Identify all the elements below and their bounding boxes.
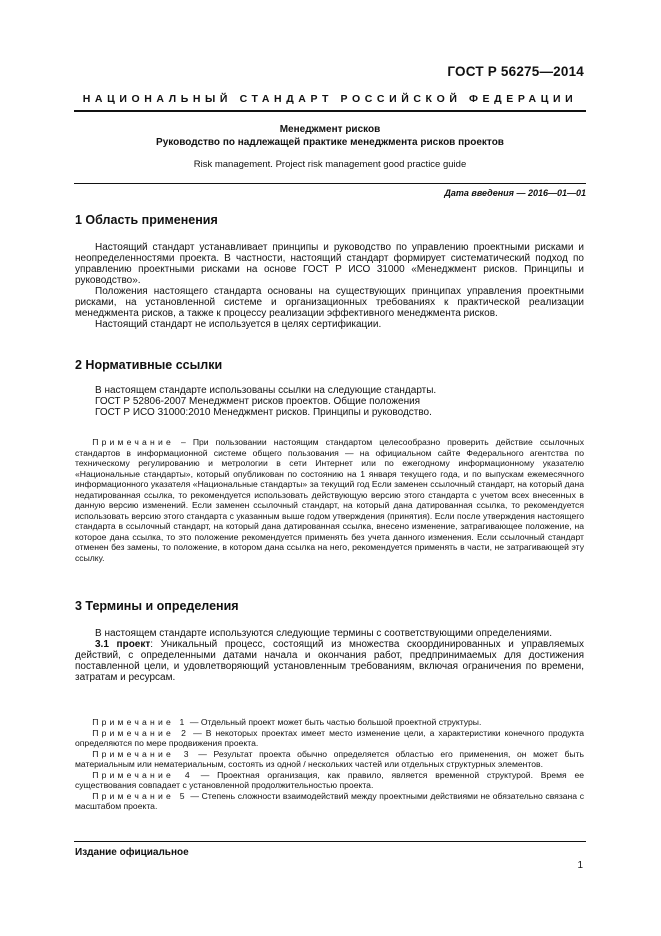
document-title-english: Risk management. Project risk management good practice guide bbox=[193, 159, 467, 170]
section-1-paragraph-2: Положения настоящего стандарта основаны на существующих принципах управления проектными рисками, на установленной системе и организационных требованиях к практической реализации менеджмента рисков, а также к процессу реализации эффективного менеджмента рисков. bbox=[75, 286, 584, 319]
introduction-date: Дата введения — 2016—01—01 bbox=[444, 188, 586, 198]
term-text: : Уникальный процесс, состоящий из множества скоординированных и управляемых действий, с определенными датами начала и окончания работ, предпринимаемых для достижения поставленной цели, и удовлетворяющий установленным требованиям, включая ограничения по времени, затратам и ресурсам. bbox=[75, 639, 584, 683]
section-1-heading: 1 Область применения bbox=[75, 213, 218, 227]
section-1-body bbox=[75, 242, 584, 330]
term-note-5: Примечание 5 — Степень сложности взаимодействий между проектными действиями не обязательно связана с масштабом проекта. bbox=[75, 790, 585, 811]
term-note-2: Примечание 2 — В некоторых проектах имеет место изменение цели, а характеристики конечного продукта определяются по мере продвижения проекта. bbox=[75, 727, 584, 748]
section-2-intro: В настоящем стандарте использованы ссылки на следующие стандарты. bbox=[95, 385, 437, 396]
term-note-3: Примечание 3 — Результат проекта обычно определяется областью его применения, он может быть материальным или нематериальным, состоять из одной / нескольких частей или отдельных структурных элементов. bbox=[75, 748, 584, 769]
official-edition-label: Издание официальное bbox=[75, 847, 189, 858]
section-1-paragraph-1: Настоящий стандарт устанавливает принципы и руководство по управлению проектными рисками и неопределенностями проекта. В частности, настоящий стандарт формирует систематический подход по управлению проектными рисками на основе ГОСТ Р ИСО 31000 «Менеджмент рисков. Принципы и руководство». bbox=[75, 242, 584, 286]
document-title-line2: Руководство по надлежащей практике менеджмента рисков проектов bbox=[156, 137, 504, 148]
term-note-1: Примечание 1 — Отдельный проект может быть частью большой проектной структуры. bbox=[92, 717, 482, 727]
footer-divider bbox=[74, 841, 586, 842]
section-1-paragraph-3: Настоящий стандарт не используется в целях сертификации. bbox=[95, 319, 382, 330]
note-label: Примечание bbox=[92, 437, 174, 447]
page-number: 1 bbox=[577, 860, 583, 871]
standard-code: ГОСТ Р 56275—2014 bbox=[447, 64, 584, 79]
section-2-body bbox=[75, 385, 584, 418]
term-label: 3.1 проект bbox=[95, 639, 151, 650]
term-definition bbox=[75, 639, 584, 683]
section-3-intro: В настоящем стандарте используются следующие термины с соответствующими определениями. bbox=[95, 628, 553, 639]
document-title-line1: Менеджмент рисков bbox=[279, 124, 381, 135]
normative-reference-1: ГОСТ Р 52806-2007 Менеджмент рисков проектов. Общие положения bbox=[95, 396, 421, 407]
note-text: – При пользовании настоящим стандартом целесообразно проверить действие ссылочных стандартов в информационной системе общего пользования — на официальном сайте Федерального агентства по техническому регулированию и метрологии в сети Интернет или по ежегодному информационному указателю «Национальные стандарты», который опубликован по состоянию на 1 января текущего года, и по выпускам ежемесячного информационного указателя «Национальные стандарты» за текущий год Если заменен ссылочный стандарт, на который дана недатированная ссылка, то рекомендуется использовать действующую версию этого стандарта с учетом всех внесенных в данную версию изменений. Если заменен ссылочный стандарт, на который дана датированная ссылка, то рекомендуется использовать версию этого стандарта с указанным выше годом утверждения (принятия). Если после утверждения настоящего стандарта в ссылочный стандарт, на который дана датированная ссылка, внесено изменение, затрагивающее положение, на которое дана ссылка, то это положение рекомендуется применять без учета данного изменения. Если ссылочный стандарт отменен без замены, то положение, в котором дана ссылка на него, рекомендуется применять в части, не затрагивающей эту ссылку. bbox=[75, 437, 584, 563]
section-2-note bbox=[75, 437, 584, 563]
section-3-body bbox=[75, 628, 584, 683]
section-3-heading: 3 Термины и определения bbox=[75, 599, 239, 613]
normative-reference-2: ГОСТ Р ИСО 31000:2010 Менеджмент рисков. Принципы и руководство. bbox=[95, 407, 432, 418]
header-divider bbox=[74, 110, 586, 112]
section-2-heading: 2 Нормативные ссылки bbox=[75, 358, 223, 372]
term-note-4: Примечание 4 — Проектная организация, как правило, является временной структурой. Время ее существования совпадает с установленной продолжительностью проекта. bbox=[75, 769, 585, 790]
title-divider bbox=[74, 183, 586, 184]
national-standard-banner: НАЦИОНАЛЬНЫЙ СТАНДАРТ РОССИЙСКОЙ ФЕДЕРАЦИИ bbox=[82, 93, 578, 105]
section-3-notes bbox=[75, 717, 584, 812]
